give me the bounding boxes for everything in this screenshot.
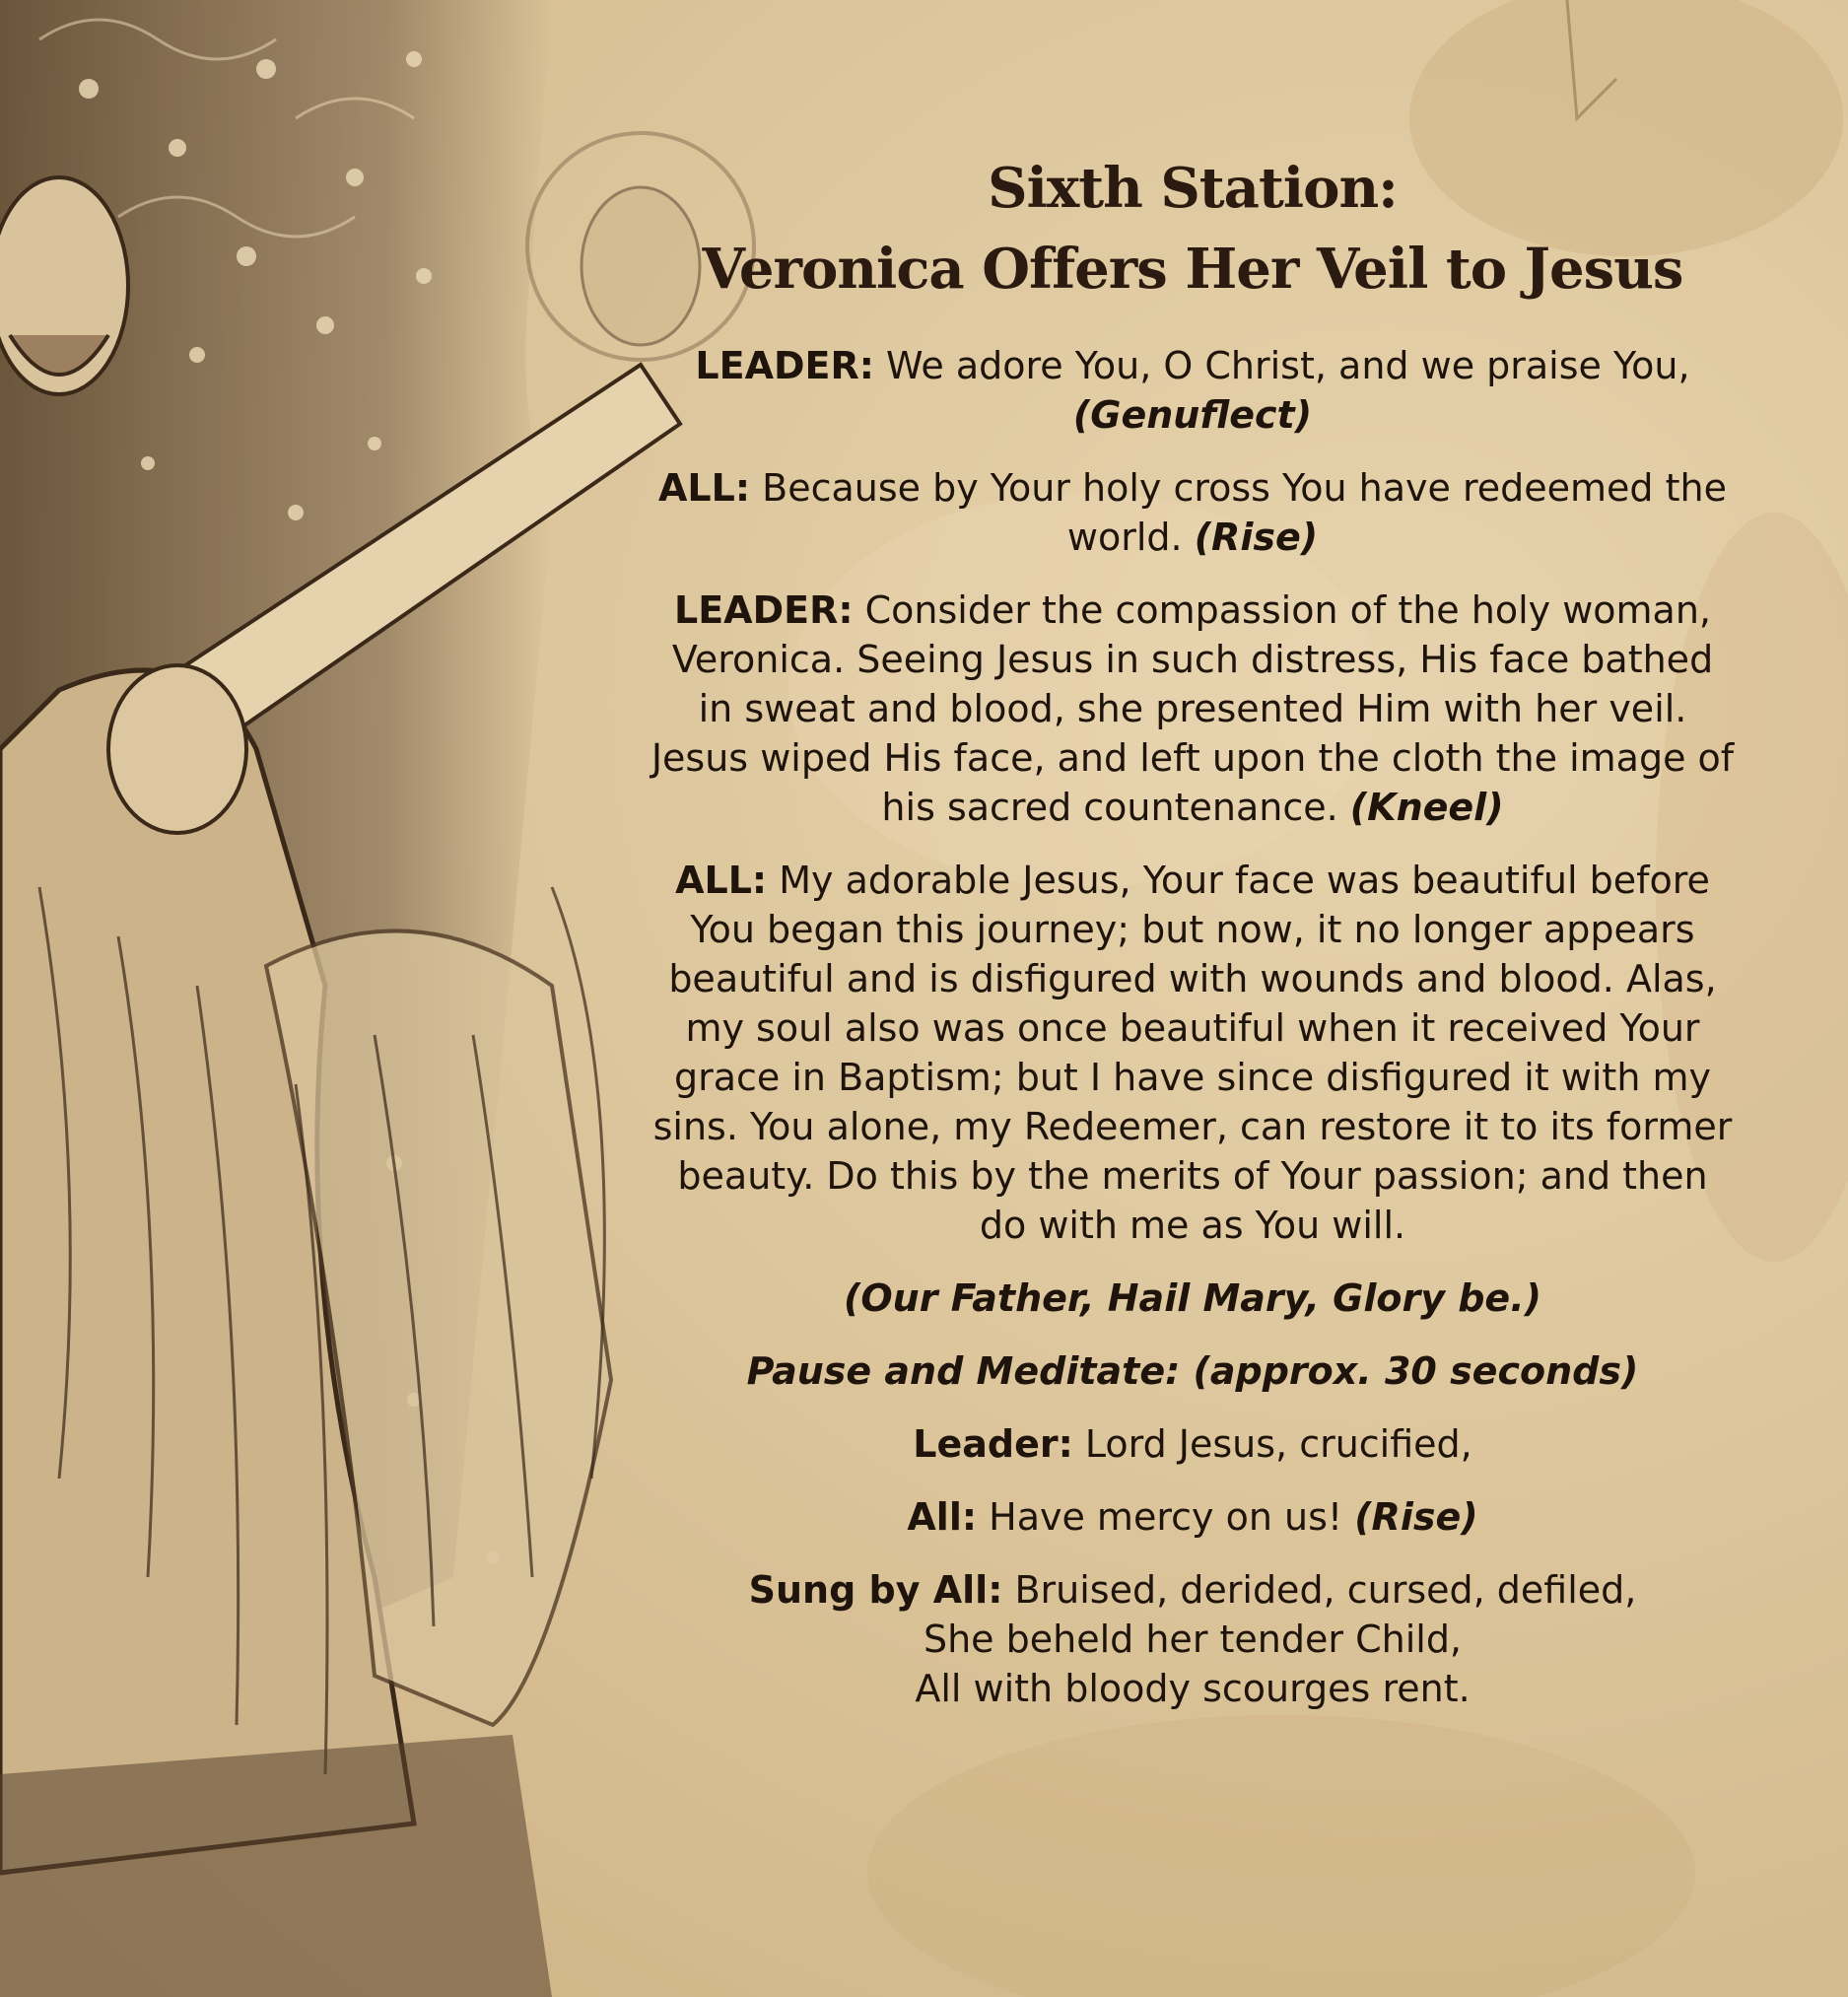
speaker-label: LEADER: [695,344,874,387]
prayer-text: Because by Your holy cross You have redeemed the world. [750,466,1727,559]
prayer-text: Have mercy on us! [977,1495,1355,1539]
sung-verse [650,1565,1735,1713]
speaker-label: LEADER: [673,588,854,632]
prayer-text: My adorable Jesus, Your face was beautiful before You began this journey; but now, it no longer appears beautiful and is disfigured with wounds and blood. Alas, my soul also was once beautiful when it received Your grace in Baptism; but I have since disfigured it with my sins. You alone, my Redeemer, can restore it to its former beauty. Do this by the merits of Your passion; and then do with me as You will. [652,859,1733,1247]
speaker-label: Sung by All: [748,1568,1003,1612]
title-line-2: Veronica Offers Her Veil to Jesus [702,237,1683,302]
speaker-label: All: [907,1495,978,1539]
speaker-label: ALL: [675,859,768,902]
all-response [650,463,1735,562]
leader-adoration [650,341,1735,440]
prayer-text: We adore You, O Christ, and we praise You, [873,344,1690,387]
prayers-rubric [650,1274,1735,1323]
rubric: (Rise) [1194,516,1319,559]
pause-rubric [650,1346,1735,1396]
rubric: (Kneel) [1349,786,1504,829]
all-mercy [650,1492,1735,1542]
verse-line-1: Bruised, derided, cursed, defiled, [1002,1568,1637,1612]
station-text [650,148,1735,1737]
leader-meditation [650,585,1735,832]
rubric: (Genuflect) [1072,393,1313,437]
leader-invocation [650,1419,1735,1469]
station-title [650,148,1735,310]
prayer-text: Consider the compassion of the holy woman, Veronica. Seeing Jesus in such distress, His face bathed in sweat and blood, she presented Him with her veil. Jesus wiped His face, and left upon the cloth the image of his sacred countenance. [650,588,1735,829]
title-line-1: Sixth Station: [988,156,1398,221]
rubric: (Our Father, Hail Mary, Glory be.) [844,1276,1541,1320]
verse-line-2: She beheld her tender Child, [923,1618,1463,1661]
all-prayer [650,856,1735,1250]
speaker-label: Leader: [913,1422,1073,1466]
speaker-label: ALL: [658,466,751,510]
verse-line-3: All with bloody scourges rent. [915,1667,1471,1710]
rubric: Pause and Meditate: (approx. 30 seconds) [746,1349,1639,1393]
rubric: (Rise) [1354,1495,1478,1539]
prayer-text: Lord Jesus, crucified, [1072,1422,1472,1466]
